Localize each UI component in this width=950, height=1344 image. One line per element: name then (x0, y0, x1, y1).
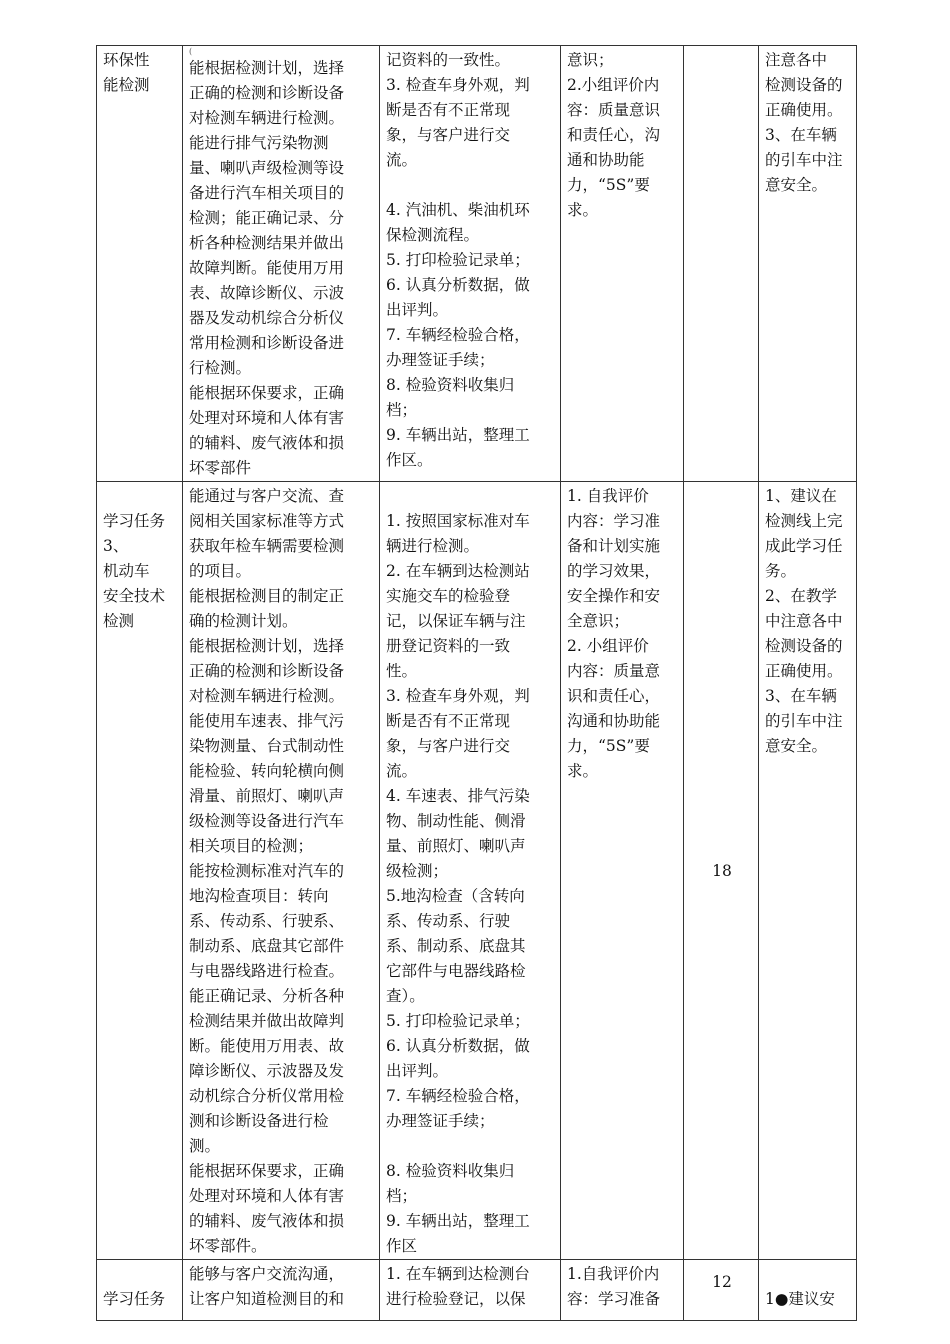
cell-line: 能根据检测目的制定正 (189, 587, 345, 605)
cell-line: 滑量、前照灯、喇叭声 (189, 787, 345, 805)
cell-line: 的学习效果， (567, 562, 661, 580)
cell-line: 能根据环保要求，正确 (189, 384, 345, 402)
cell-line: 检测设备的 (765, 637, 843, 655)
cell-line: 通和协助能 (567, 151, 645, 169)
cell-line: 地沟检查项目：转向 (189, 887, 329, 905)
cell-line: 档； (386, 401, 418, 419)
cell-line: 查）。 (386, 987, 425, 1005)
cell-line: 阅相关国家标准等方式 (189, 512, 345, 530)
task-name-cell (97, 482, 183, 1260)
cell-line: 意安全。 (765, 176, 828, 194)
cell-line: 测和诊断设备进行检 (189, 1112, 329, 1130)
cell-line: 和责任心，沟 (567, 126, 661, 144)
cell-line: 检测结果并做出故障判 (189, 1012, 345, 1030)
cell-line: 故障判断。能使用万用 (189, 259, 345, 277)
cell-line: 物、制动性能、侧滑 (386, 812, 526, 830)
cell-line: 析各种检测结果并做出 (189, 234, 345, 252)
cell-line: 能够与客户交流沟通， (189, 1265, 345, 1283)
cell-line: 3、 (103, 537, 129, 555)
cell-line: 注意各中 (765, 51, 828, 69)
cell-line: 3. 检查车身外观，判 (386, 687, 530, 705)
cell-line: 内容：学习准 (567, 512, 661, 530)
cell-line: 4. 汽油机、柴油机环 (386, 201, 530, 219)
cell-line: 级检测等设备进行汽车 (189, 812, 345, 830)
cell-line: 辆进行检测。 (386, 537, 480, 555)
hours-cell (684, 1260, 759, 1321)
cell-line: 作区。 (386, 451, 433, 469)
cell-line: 坏零部件。 (189, 1237, 267, 1255)
cell-line: 3、在车辆 (765, 126, 837, 144)
cell-line: 表、故障诊断仪、示波 (189, 284, 345, 302)
cell-line: 正确使用。 (765, 662, 843, 680)
cell-line: 1、建议在 (765, 487, 837, 505)
cell-line: 处理对环境和人体有害 (189, 1187, 345, 1205)
cell-line: 中注意各中 (765, 612, 843, 630)
cell-line: 3、在车辆 (765, 687, 837, 705)
cell-line: 7. 车辆经检验合格， (386, 1087, 530, 1105)
cell-line: 容：学习准备 (567, 1290, 661, 1308)
cell-line: 作区 (386, 1237, 418, 1255)
cell-line: 检测；能正确记录、分 (189, 209, 345, 227)
hours-value: 12 (712, 1273, 732, 1291)
cell-line: 能根据检测计划，选择 (189, 637, 345, 655)
cell-line: 保检测流程。 (386, 226, 480, 244)
cell-line: 正确的检测和诊断设备 (189, 662, 345, 680)
cell-line: 的项目。 (189, 562, 252, 580)
cell-line: 2、在教学 (765, 587, 837, 605)
cell-line: 检测线上完 (765, 512, 843, 530)
table-row (97, 482, 857, 1260)
cell-line: 力，“5S”要 (567, 176, 650, 194)
cell-line: 7. 车辆经检验合格， (386, 326, 530, 344)
cell-line: 求。 (567, 201, 599, 219)
cell-line: 内容：质量意 (567, 662, 661, 680)
task-name-cell (97, 46, 183, 482)
cell-line: 能使用车速表、排气污 (189, 712, 345, 730)
cell-line: 染物测量、台式制动性 (189, 737, 345, 755)
cell-line: 5. 打印检验记录单； (386, 1012, 530, 1030)
cell-line: 容：质量意识 (567, 101, 661, 119)
cell-line: 常用检测和诊断设备进 (189, 334, 345, 352)
notes-cell (759, 1260, 857, 1321)
cell-line: 9. 车辆出站，整理工 (386, 426, 530, 444)
cell-line: 能通过与客户交流、查 (189, 487, 345, 505)
evaluation-cell (561, 482, 684, 1260)
cell-line: 与电器线路进行检查。 (189, 962, 345, 980)
cell-line: 量、喇叭声级检测等设 (189, 159, 345, 177)
cell-line: 务。 (765, 562, 797, 580)
cell-line: 动机综合分析仪常用检 (189, 1087, 345, 1105)
cell-line: 备和计划实施 (567, 537, 661, 555)
cell-line (386, 173, 556, 198)
cell-line: 能正确记录、分析各种 (189, 987, 345, 1005)
cell-line: 出评判。 (386, 1062, 449, 1080)
cell-line: 处理对环境和人体有害 (189, 409, 345, 427)
cell-line: 检测 (103, 612, 135, 630)
cell-line: 6. 认真分析数据，做 (386, 276, 530, 294)
cell-line: 力，“5S”要 (567, 737, 650, 755)
cell-line: 成此学习任 (765, 537, 843, 555)
cell-line: 象，与客户进行交 (386, 737, 511, 755)
cell-line: 能按检测标准对汽车的 (189, 862, 345, 880)
cell-line: 2. 在车辆到达检测站 (386, 562, 530, 580)
cell-line: 实施交车的检验登 (386, 587, 511, 605)
hours-cell (684, 46, 759, 482)
cell-line: 记资料的一致性。 (386, 51, 511, 69)
evaluation-cell (561, 1260, 684, 1321)
cell-line: 沟通和协助能 (567, 712, 661, 730)
cell-line: 记，以保证车辆与注 (386, 612, 526, 630)
cell-line: 坏零部件 (189, 459, 252, 477)
cell-line: 对检测车辆进行检测。 (189, 687, 345, 705)
cell-line: 安全操作和安 (567, 587, 661, 605)
cell-line: 1.自我评价内 (567, 1265, 660, 1283)
cell-line: 机动车 (103, 562, 150, 580)
cell-line: 能根据检测计划，选择 (189, 59, 345, 77)
cell-line: 2. 小组评价 (567, 637, 649, 655)
cell-line: 量、前照灯、喇叭声 (386, 837, 526, 855)
cell-line: 8. 检验资料收集归 (386, 1162, 515, 1180)
cell-line: 9. 车辆出站，整理工 (386, 1212, 530, 1230)
cell-line: 的引车中注 (765, 712, 843, 730)
cell-line: 获取年检车辆需要检测 (189, 537, 345, 555)
learning-steps-cell (380, 46, 561, 482)
cell-line: 的引车中注 (765, 151, 843, 169)
cell-line: 的辅料、废气液体和损 (189, 1212, 345, 1230)
cell-line: 检测设备的 (765, 76, 843, 94)
cell-line: 级检测； (386, 862, 449, 880)
cell-line: 5.地沟检查（含转向 (386, 887, 525, 905)
cell-line: 器及发动机综合分析仪 (189, 309, 345, 327)
task-name-cell (97, 1260, 183, 1321)
cell-line: 确的检测计划。 (189, 612, 298, 630)
learning-steps-cell (380, 1260, 561, 1321)
cell-line: 它部件与电器线路检 (386, 962, 526, 980)
cell-line: 2.小组评价内 (567, 76, 660, 94)
cell-line: 断是否有不正常现 (386, 712, 511, 730)
ability-requirements-cell (183, 1260, 380, 1321)
cell-line: 障诊断仪、示波器及发 (189, 1062, 345, 1080)
cell-line: 安全技术 (103, 587, 166, 605)
cell-line: 断。能使用万用表、故 (189, 1037, 345, 1055)
ability-requirements-cell (183, 482, 380, 1260)
cell-line: 能检验、转向轮横向侧 (189, 762, 345, 780)
cell-line (386, 1134, 556, 1159)
cell-line: 档； (386, 1187, 418, 1205)
cell-line: 相关项目的检测； (189, 837, 314, 855)
cell-line: 环保性 (103, 51, 150, 69)
cell-line: 正确使用。 (765, 101, 843, 119)
cell-line: 系、传动系、行驶系、 (189, 912, 345, 930)
notes-cell (759, 46, 857, 482)
cell-line: 识和责任心， (567, 687, 661, 705)
cell-line: 1. 自我评价 (567, 487, 649, 505)
ability-requirements-cell: ( 能根据检测计划，选择 正确的检测和诊断设备 对检测车辆进行检测。 能进行排气污染物测 量、喇叭声级检测等设 备进行汽车相关项目的 检测；能正确记录、分 析各种检测结果并做出 故障判断。能使用万用 表、故障诊断仪、示波 器及发动机综合分析仪 常用检测和诊断设备进 行检测。 能根据环保要求，正确 处理对环境和人体有害 的辅料、废气液体和损 坏零部件 (183, 46, 380, 482)
cell-line: 办理签证手续； (386, 351, 495, 369)
cell-line: 求。 (567, 762, 599, 780)
cell-line: 制动系、底盘其它部件 (189, 937, 345, 955)
cell-line: 1. 按照国家标准对车 (386, 512, 530, 530)
cell-line: 系、传动系、行驶 (386, 912, 511, 930)
evaluation-cell (561, 46, 684, 482)
cell-line: 全意识； (567, 612, 630, 630)
hours-value: 18 (712, 862, 732, 880)
cell-line: 册登记资料的一致 (386, 637, 511, 655)
cell-line: 出评判。 (386, 301, 449, 319)
table-row (97, 1260, 857, 1321)
cell-line: 1. 在车辆到达检测台 (386, 1265, 530, 1283)
cell-line: 性。 (386, 662, 418, 680)
cell-line: 行检测。 (189, 359, 252, 377)
curriculum-table (96, 45, 857, 1321)
cell-line: 对检测车辆进行检测。 (189, 109, 345, 127)
cell-line (765, 1262, 852, 1287)
cell-line: 系、制动系、底盘其 (386, 937, 526, 955)
cell-line: 4. 车速表、排气污染 (386, 787, 530, 805)
cell-line: 学习任务 (103, 512, 166, 530)
cell-line: 办理签证手续； (386, 1112, 495, 1130)
cell-line: 正确的检测和诊断设备 (189, 84, 345, 102)
notes-cell (759, 482, 857, 1260)
table-row (97, 46, 857, 482)
curriculum-table-page (96, 45, 856, 1308)
cell-line: 意安全。 (765, 737, 828, 755)
cell-line: 6. 认真分析数据，做 (386, 1037, 530, 1055)
cell-line: 备进行汽车相关项目的 (189, 184, 345, 202)
cell-line: 让客户知道检测目的和 (189, 1290, 345, 1308)
cell-line: 测。 (189, 1137, 221, 1155)
cell-line (103, 1262, 178, 1287)
cell-line: 流。 (386, 762, 418, 780)
cell-line: 的辅料、废气液体和损 (189, 434, 345, 452)
learning-steps-cell (380, 482, 561, 1260)
cell-line: 流。 (386, 151, 418, 169)
cell-line: 能根据环保要求，正确 (189, 1162, 345, 1180)
cell-line: 能检测 (103, 76, 150, 94)
cell-line: 8. 检验资料收集归 (386, 376, 515, 394)
cell-line: 5. 打印检验记录单； (386, 251, 530, 269)
cell-line (386, 484, 556, 509)
cell-line: 能进行排气污染物测 (189, 134, 329, 152)
cell-line: 象，与客户进行交 (386, 126, 511, 144)
cell-line: 学习任务 (103, 1290, 166, 1308)
cell-line: 意识； (567, 51, 614, 69)
cell-line: 断是否有不正常现 (386, 101, 511, 119)
hours-cell (684, 482, 759, 1260)
cell-line (103, 484, 178, 509)
cell-line: 3. 检查车身外观，判 (386, 76, 530, 94)
cell-line: 进行检验登记，以保 (386, 1290, 526, 1308)
cell-line: 1●建议安 (765, 1290, 835, 1308)
